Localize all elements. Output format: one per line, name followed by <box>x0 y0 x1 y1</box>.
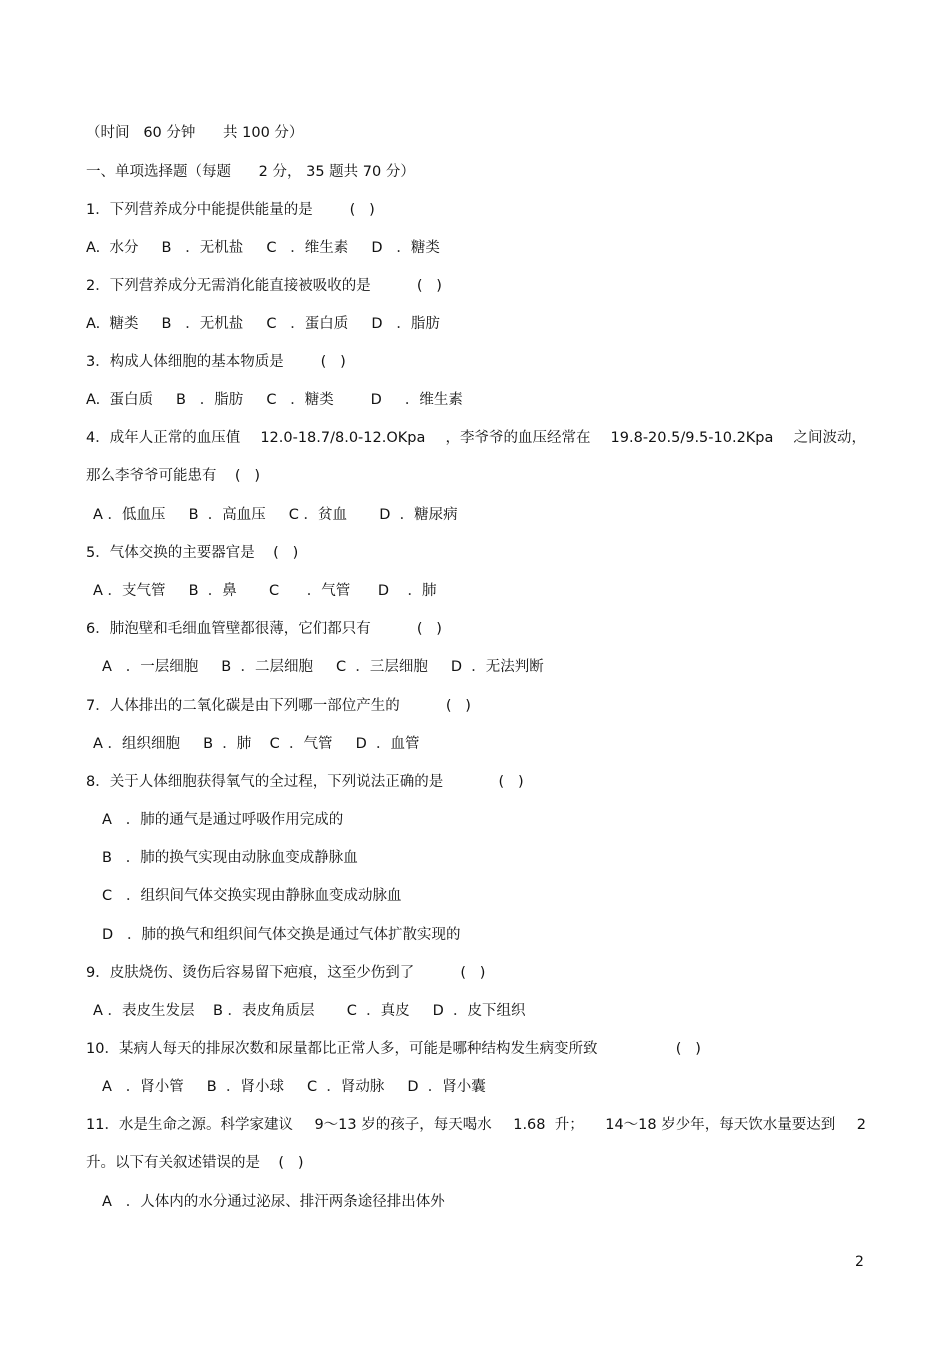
page-number: 2 <box>855 1254 864 1270</box>
question-option: C ．组织间气体交换实现由静脉血变成动脉血 <box>102 888 402 904</box>
question-options: A. 蛋白质 B ．脂肪 C ．糖类 D ．维生素 <box>86 392 463 408</box>
stem-part: 14～18 岁少年，每天饮水量要达到 <box>605 1117 836 1133</box>
question-options: A ．支气管 B ．鼻 C ．气管 D ．肺 <box>93 583 437 599</box>
stem-part: ，李爷爷的血压经常在 <box>445 430 591 446</box>
question-options: A. 糖类 B ．无机盐 C ．蛋白质 D ．脂肪 <box>86 316 440 332</box>
question-options: A ．一层细胞 B ．二层细胞 C ．三层细胞 D ．无法判断 <box>102 659 544 675</box>
question-option: B ．肺的换气实现由动脉血变成静脉血 <box>102 850 358 866</box>
stem-part: 之间波动， <box>793 430 866 446</box>
question-stem: 7．人体排出的二氧化碳是由下列哪一部位产生的 ( ) <box>86 698 471 714</box>
stem-part: 19.8-20.5/9.5-10.2Kpa <box>610 430 774 446</box>
exam-header: （时间 60 分钟 共 100 分） <box>86 125 304 141</box>
question-stem <box>86 1115 866 1135</box>
question-stem <box>86 428 866 448</box>
stem-part: 1.68 升； <box>513 1117 584 1133</box>
stem-part: 12.0-18.7/8.0-12.OKpa <box>260 430 426 446</box>
question-stem: 3．构成人体细胞的基本物质是 ( ) <box>86 354 346 370</box>
question-stem: 5．气体交换的主要器官是 ( ) <box>86 545 299 561</box>
stem-part: 11．水是生命之源。科学家建议 <box>86 1117 293 1133</box>
question-options: A ．表皮生发层 B ．表皮角质层 C ．真皮 D ．皮下组织 <box>93 1003 526 1019</box>
section-title: 一、单项选择题（每题 2 分， 35 题共 70 分） <box>86 164 415 180</box>
question-stem: 1．下列营养成分中能提供能量的是 ( ) <box>86 202 375 218</box>
question-option: D ．肺的换气和组织间气体交换是通过气体扩散实现的 <box>102 927 461 943</box>
question-option: A ．肺的通气是通过呼吸作用完成的 <box>102 812 344 828</box>
question-stem: 8．关于人体细胞获得氧气的全过程，下列说法正确的是 ( ) <box>86 774 524 790</box>
question-options: A. 水分 B ．无机盐 C ．维生素 D ．糖类 <box>86 240 440 256</box>
stem-part: 2 <box>856 1117 866 1133</box>
question-options: A ．低血压 B ．高血压 C ．贫血 D ．糖尿病 <box>93 507 458 523</box>
question-stem: 6．肺泡壁和毛细血管壁都很薄，它们都只有 ( ) <box>86 621 442 637</box>
stem-part: 4．成年人正常的血压值 <box>86 430 241 446</box>
question-stem: 10．某病人每天的排尿次数和尿量都比正常人多，可能是哪种结构发生病变所致 ( ) <box>86 1041 701 1057</box>
question-stem-continued: 升。以下有关叙述错误的是 ( ) <box>86 1155 304 1171</box>
question-options: A ．肾小管 B ．肾小球 C ．肾动脉 D ．肾小囊 <box>102 1079 486 1095</box>
question-stem: 9．皮肤烧伤、烫伤后容易留下疤痕，这至少伤到了 ( ) <box>86 965 486 981</box>
question-stem-continued: 那么李爷爷可能患有 ( ) <box>86 468 261 484</box>
question-options: A ．组织细胞 B ．肺 C ．气管 D ．血管 <box>93 736 420 752</box>
stem-part: 9～13 岁的孩子，每天喝水 <box>314 1117 492 1133</box>
question-stem: 2．下列营养成分无需消化能直接被吸收的是 ( ) <box>86 278 442 294</box>
question-option: A ．人体内的水分通过泌尿、排汗两条途径排出体外 <box>102 1194 445 1210</box>
